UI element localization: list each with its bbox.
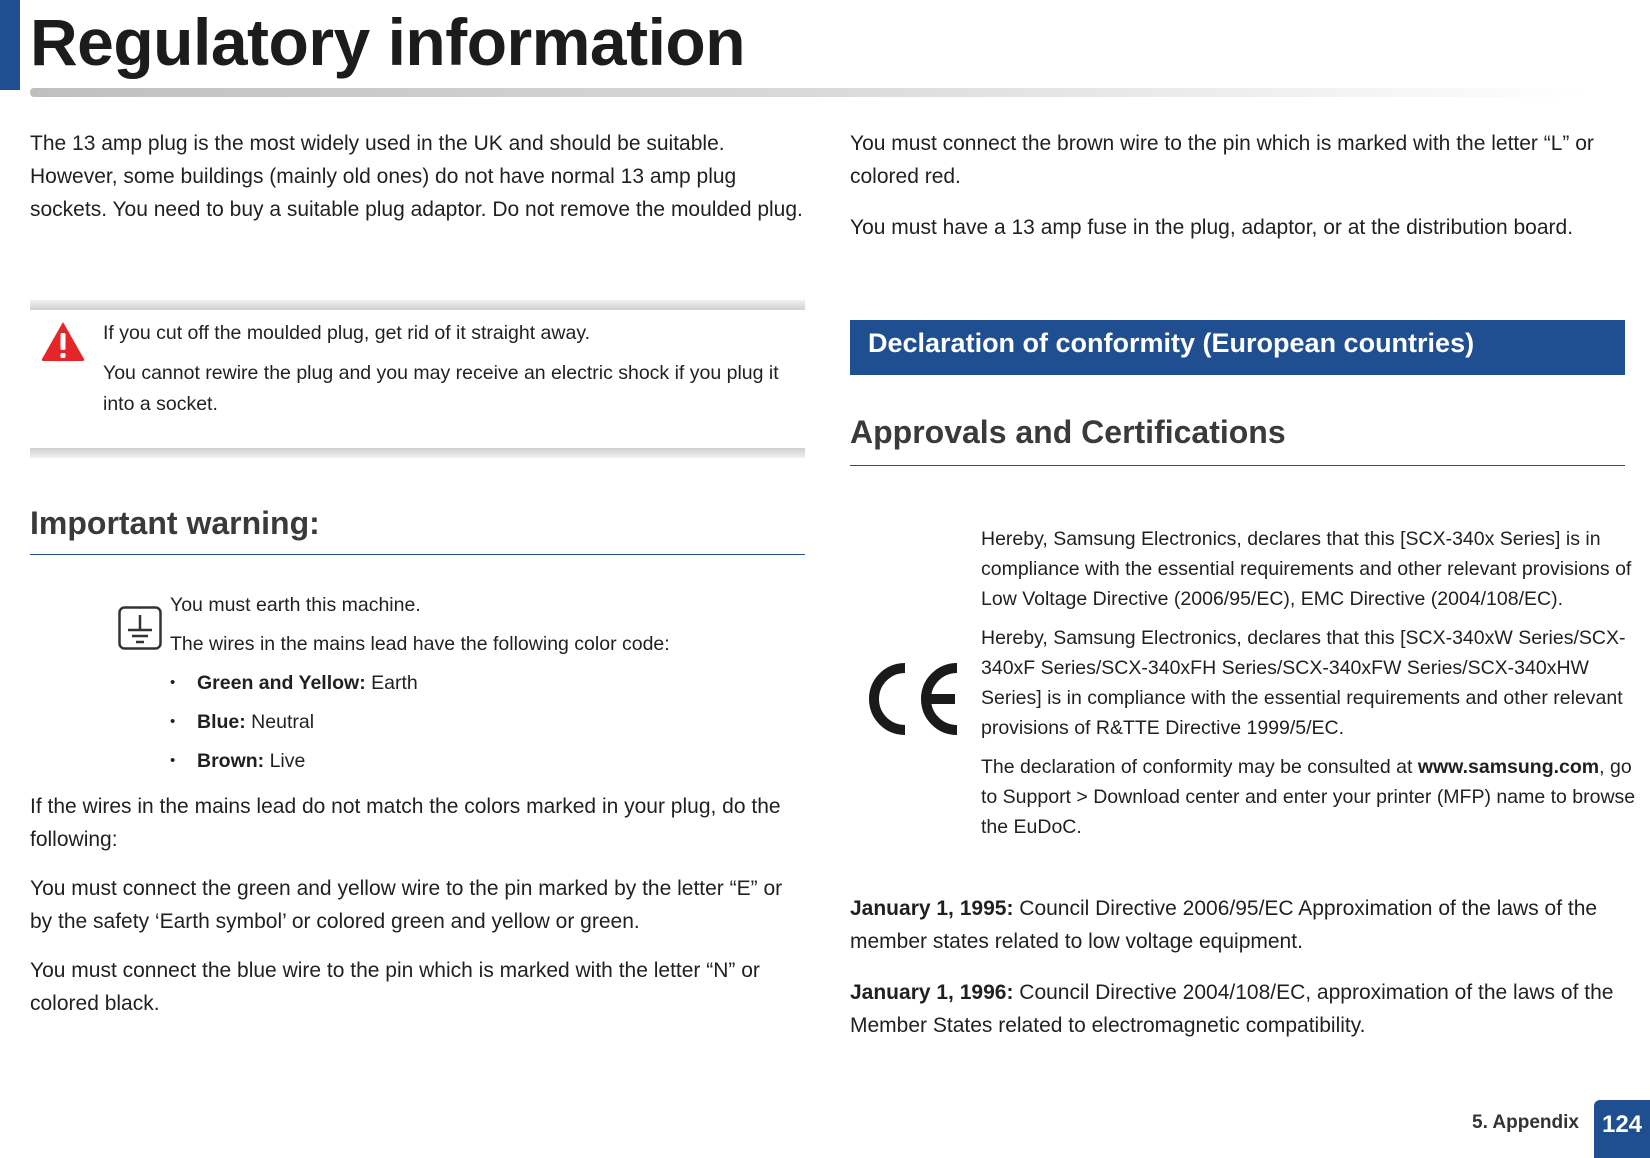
declaration-rtte: Hereby, Samsung Electronics, declares that this [SCX-340xW Series/SCX-340xF Series/SCX-340xFH Series/SCX-340xFW Series/SCX-340xHW Series] is in compliance with the essential requirements and other relevant provisions of R&TTE Directive 1999/5/EC. (981, 627, 1626, 739)
wire-color-label: Green and Yellow: (197, 672, 366, 694)
title-underline (30, 88, 1590, 97)
declaration-consult-pre: The declaration of conformity may be consulted at (981, 756, 1418, 778)
earth-ground-icon (118, 606, 162, 650)
wire-color-value: Neutral (245, 711, 315, 733)
list-item (170, 667, 790, 699)
warning-bottom-border (30, 448, 805, 458)
declaration-lvd-emc: Hereby, Samsung Electronics, declares that this [SCX-340x Series] is in compliance with the essential requirements and other relevant provisions of Low Voltage Directive (2006/95/EC), EMC Directive (2004/108/EC). (981, 528, 1632, 610)
declaration-text (981, 524, 1636, 842)
ce-mark-icon (860, 660, 962, 738)
list-item (170, 745, 790, 777)
intro-paragraph: The 13 amp plug is the most widely used in the UK and should be suitable. However, some buildings (mainly old ones) do not have normal 13 amp plug sockets. You need to buy a suitable plug adaptor. Do not remove the moulded plug. (30, 132, 803, 221)
green-wire-paragraph: You must connect the green and yellow wire to the pin marked by the letter “E” or by the safety ‘Earth symbol’ or colored green and yellow or green. (30, 877, 783, 933)
wire-color-label: Blue: (197, 711, 246, 733)
earth-note (170, 589, 790, 784)
warning-text (103, 318, 793, 420)
earth-note-line-2: The wires in the mains lead have the following color code: (170, 633, 670, 655)
important-warning-rule (30, 554, 805, 555)
footer-section-label: 5. Appendix (1472, 1112, 1579, 1133)
jan-1995-paragraph (850, 892, 1625, 958)
samsung-website-link[interactable]: www.samsung.com (1417, 756, 1600, 778)
wire-color-value: Live (264, 750, 306, 772)
warning-exclamation-icon (40, 320, 86, 362)
important-warning-heading: Important warning: (30, 505, 320, 541)
section-heading-bar (850, 320, 1625, 375)
list-item (170, 706, 790, 738)
page-title: Regulatory information (30, 5, 746, 79)
declaration-consult (981, 752, 1636, 842)
warning-line-2: You cannot rewire the plug and you may receive an electric shock if you plug it into a socket. (103, 362, 779, 415)
jan-1996-paragraph (850, 976, 1625, 1042)
jan-1995-label: January 1, 1995: (850, 897, 1014, 920)
jan-1996-text: Council Directive 2004/108/EC, approximation of the laws of the Member States related to electromagnetic compatibility. (850, 981, 1614, 1037)
jan-1995-text: Council Directive 2006/95/EC Approximation of the laws of the member states related to low voltage equipment. (850, 897, 1598, 953)
brown-wire-paragraph: You must connect the brown wire to the pin which is marked with the letter “L” or colored red. (850, 132, 1594, 188)
fuse-paragraph: You must have a 13 amp fuse in the plug, adaptor, or at the distribution board. (850, 216, 1574, 239)
wire-color-list (170, 667, 790, 777)
declaration-consult-post: , go to Support > Download center and enter your printer (MFP) name to browse the EuDoC. (981, 756, 1636, 838)
jan-1996-label: January 1, 1996: (850, 981, 1014, 1004)
wire-color-value: Earth (365, 672, 418, 694)
page-number: 124 (1594, 1100, 1650, 1158)
approvals-rule (850, 465, 1625, 466)
warning-top-border (30, 300, 805, 310)
approvals-heading: Approvals and Certifications (850, 414, 1286, 450)
section-title: Declaration of conformity (European countries) (868, 328, 1475, 358)
header-accent-bar (0, 0, 20, 90)
warning-line-1: If you cut off the moulded plug, get rid of it straight away. (103, 322, 591, 344)
mismatch-paragraph: If the wires in the mains lead do not match the colors marked in your plug, do the following: (30, 795, 781, 851)
warning-callout (30, 300, 805, 458)
wire-color-label: Brown: (197, 750, 265, 772)
earth-note-line-1: You must earth this machine. (170, 594, 421, 616)
blue-wire-paragraph: You must connect the blue wire to the pin which is marked with the letter “N” or colored black. (30, 959, 760, 1015)
